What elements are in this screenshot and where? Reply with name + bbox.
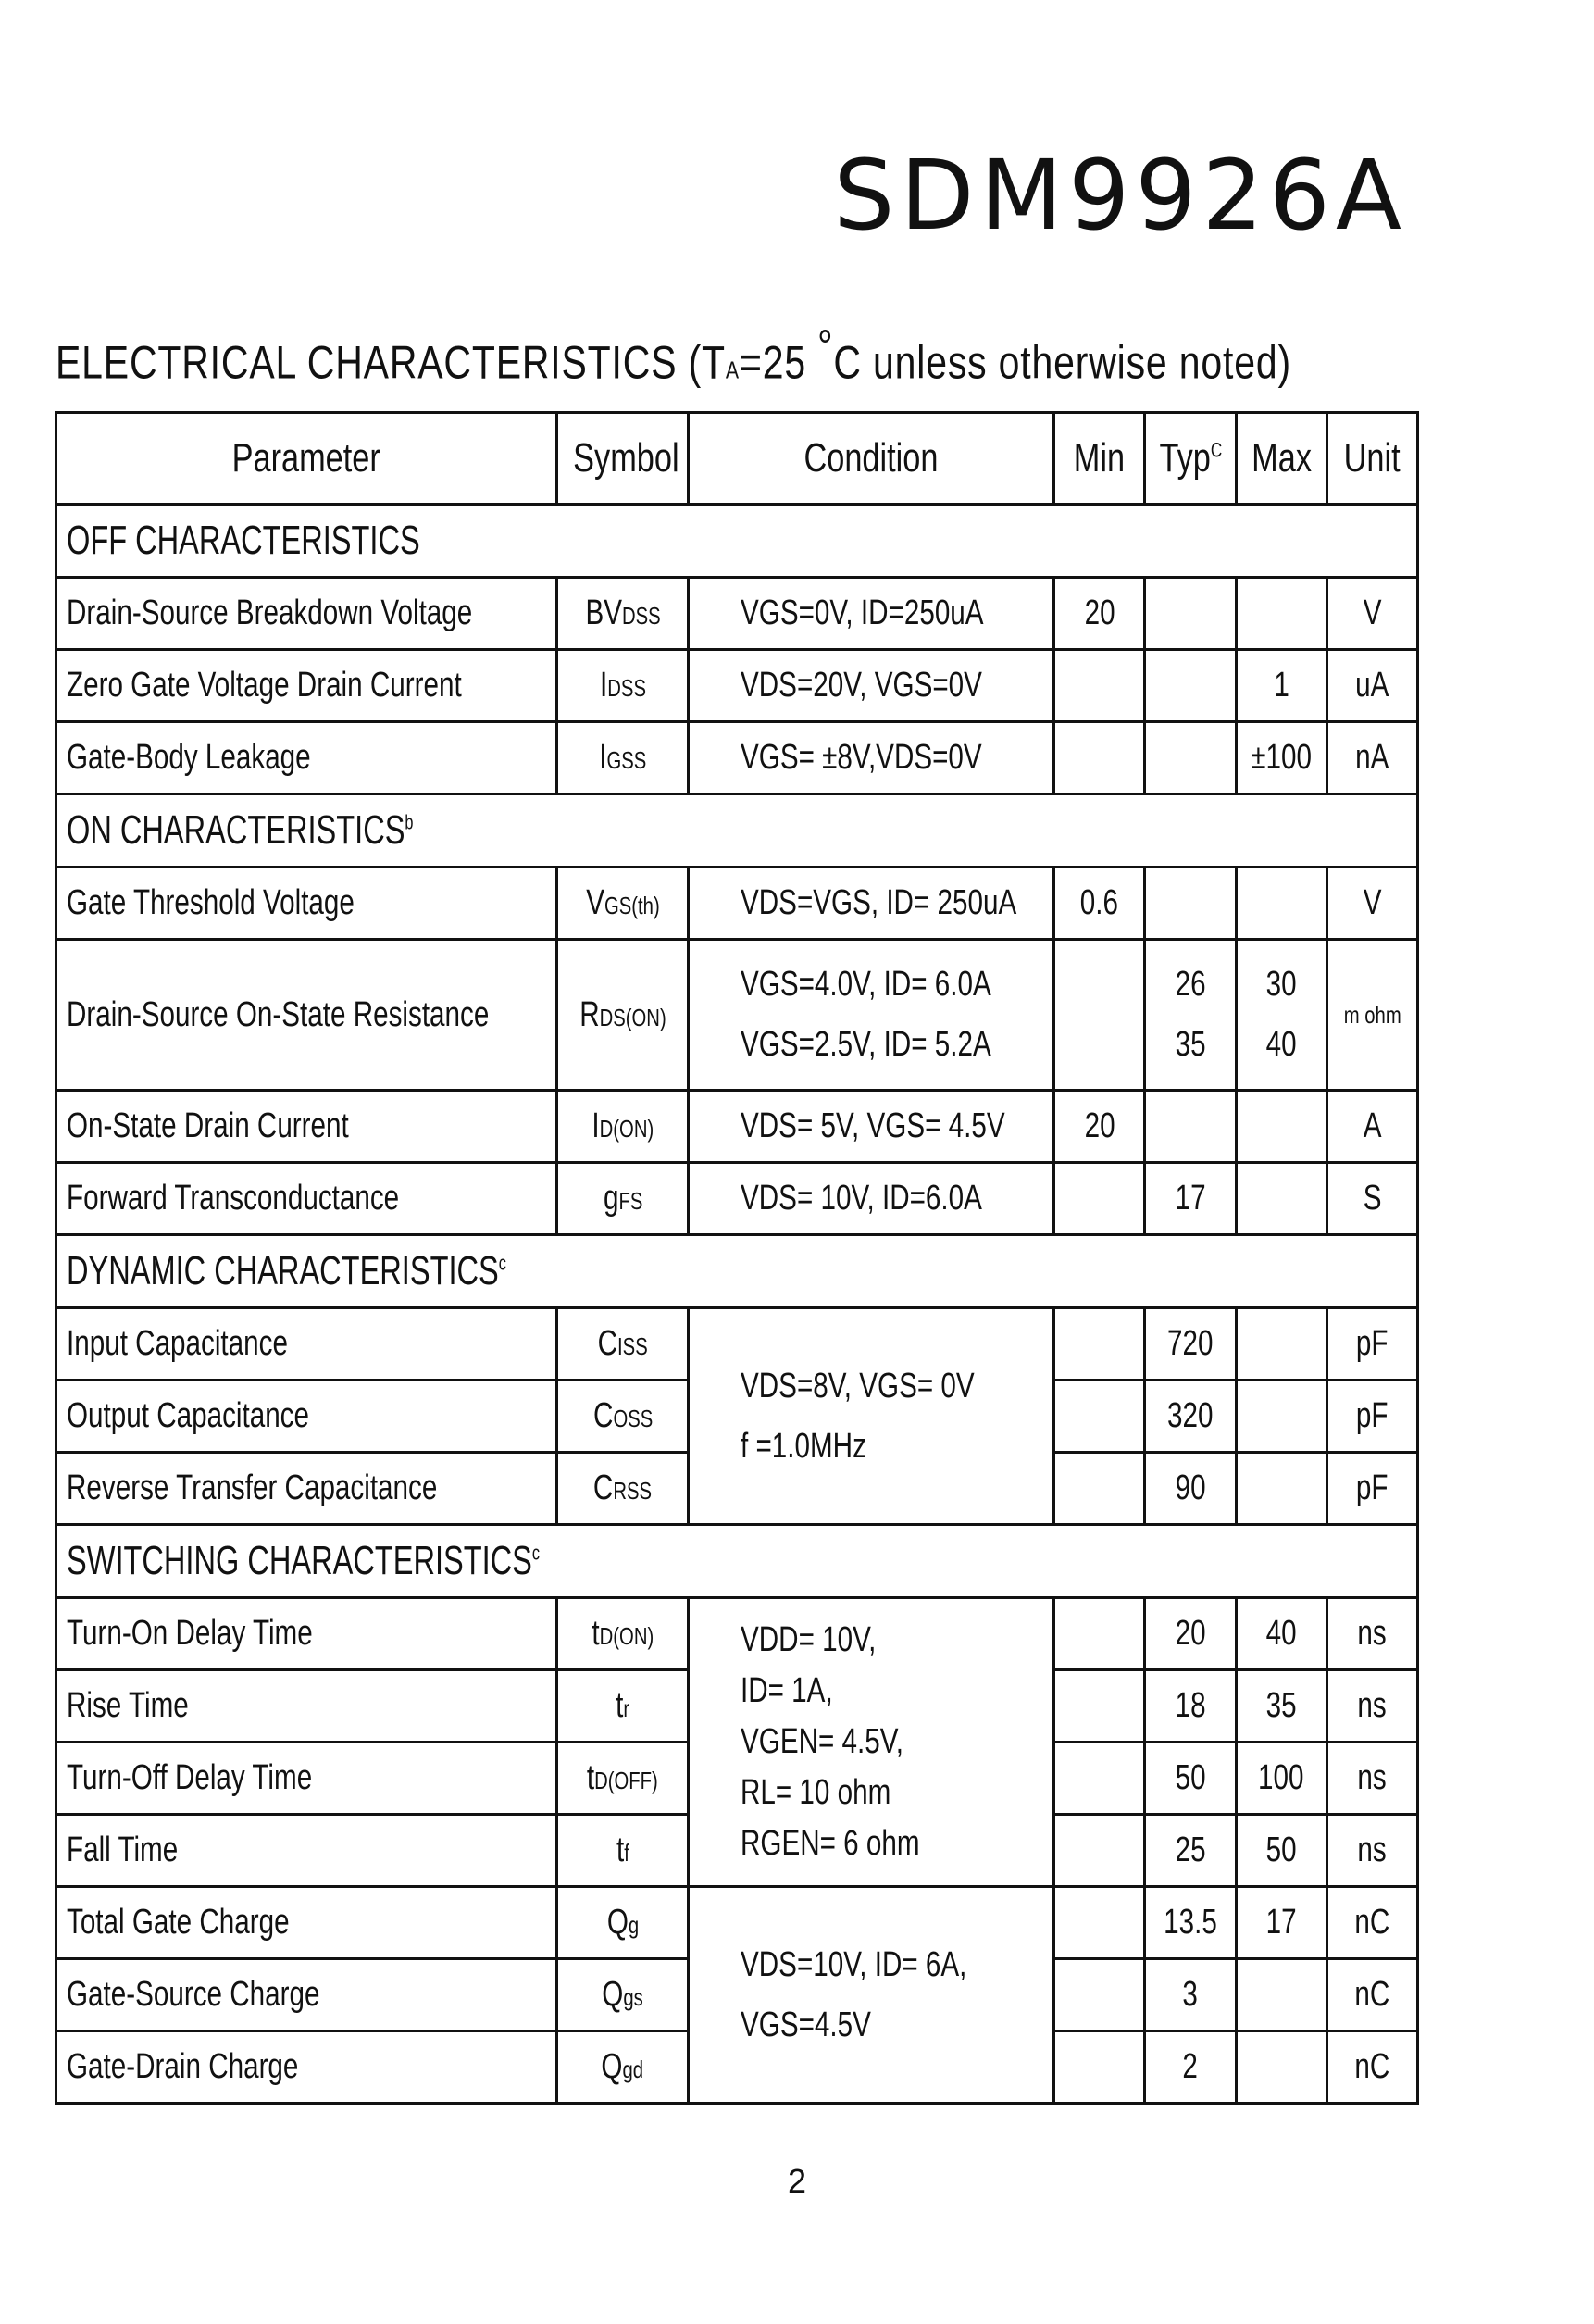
table-row: Gate-Source Charge Qgs 3 nC xyxy=(56,1959,1418,2031)
table-row: Turn-Off Delay Time tD(OFF) 50 100 ns xyxy=(56,1743,1418,1815)
table-row: Reverse Transfer Capacitance CRSS 90 pF xyxy=(56,1453,1418,1525)
page-number: 2 xyxy=(787,2162,807,2200)
header-symbol: Symbol xyxy=(557,413,689,505)
max-cell xyxy=(1236,578,1326,650)
heading-suffix: C unless otherwise noted) xyxy=(833,336,1291,389)
table-row: Drain-Source On-State Resistance RDS(ON) VGS=4.0V, ID= 6.0A VGS=2.5V, ID= 5.2A 26 35 30 40 m ohm xyxy=(56,940,1418,1091)
table-row: Gate-Body Leakage IGSS VGS= ±8V,VDS=0V ±100 nA xyxy=(56,722,1418,794)
dynamic-condition-cell: VDS=8V, VGS= 0V f =1.0MHz xyxy=(689,1308,1054,1525)
header-condition: Condition xyxy=(689,413,1054,505)
table-row: Input Capacitance CISS VDS=8V, VGS= 0V f =1.0MHz 720 pF xyxy=(56,1308,1418,1381)
table-row: Gate-Drain Charge Qgd 2 nC xyxy=(56,2031,1418,2104)
header-max: Max xyxy=(1236,413,1326,505)
switching-condition-cell: VDD= 10V, ID= 1A, VGEN= 4.5V, RL= 10 ohm RGEN= 6 ohm xyxy=(689,1598,1054,1887)
heading-prefix: ELECTRICAL CHARACTERISTICS (T xyxy=(56,336,726,389)
table-row xyxy=(56,578,1418,650)
header-parameter: Parameter xyxy=(56,413,557,505)
header-typ: Typ$^C$ xyxy=(1145,413,1236,505)
degree-symbol: ° xyxy=(817,320,834,372)
heading-sub: A xyxy=(725,356,740,384)
section-dynamic: DYNAMIC CHARACTERISTICS$^c$ xyxy=(56,1235,1418,1308)
header-unit: Unit xyxy=(1326,413,1417,505)
table-row: Rise Time tr 18 35 ns xyxy=(56,1670,1418,1743)
table-row: Fall Time tf 25 50 ns xyxy=(56,1815,1418,1887)
charge-condition-cell: VDS=10V, ID= 6A, VGS=4.5V xyxy=(689,1887,1054,2104)
table-row: Total Gate Charge Qg VDS=10V, ID= 6A, VGS=4.5V 13.5 17 nC xyxy=(56,1887,1418,1959)
section-heading xyxy=(56,319,1291,390)
param-cell: Drain-Source Breakdown Voltage xyxy=(56,578,557,650)
header-row xyxy=(56,413,1418,505)
symbol-cell: BVDSS xyxy=(557,578,689,650)
table-row: Turn-On Delay Time tD(ON) VDD= 10V, ID= 1A, VGEN= 4.5V, RL= 10 ohm RGEN= 6 ohm 20 40 ns xyxy=(56,1598,1418,1670)
table-row: Output Capacitance COSS 320 pF xyxy=(56,1381,1418,1453)
table-row: Zero Gate Voltage Drain Current IDSS VDS=20V, VGS=0V 1 uA xyxy=(56,650,1418,722)
document-title: SDM9926A xyxy=(833,139,1407,252)
min-cell: 20 xyxy=(1054,578,1145,650)
typ-cell xyxy=(1145,578,1236,650)
header-min: Min xyxy=(1054,413,1145,505)
table-row: On-State Drain Current ID(ON) VDS= 5V, VGS= 4.5V 20 A xyxy=(56,1091,1418,1163)
characteristics-table xyxy=(55,411,1419,2105)
unit-cell: V xyxy=(1326,578,1417,650)
condition-cell: VGS=0V, ID=250uA xyxy=(689,578,1054,650)
section-switching: SWITCHING CHARACTERISTICS$^c$ xyxy=(56,1525,1418,1598)
table-row: Gate Threshold Voltage VGS(th) VDS=VGS, ID= 250uA 0.6 V xyxy=(56,868,1418,940)
heading-mid: =25 xyxy=(739,336,818,389)
section-off: OFF CHARACTERISTICS xyxy=(56,505,1418,578)
section-on: ON CHARACTERISTICS$^b$ xyxy=(56,794,1418,868)
table-row: Forward Transconductance gFS VDS= 10V, ID=6.0A 17 S xyxy=(56,1163,1418,1235)
